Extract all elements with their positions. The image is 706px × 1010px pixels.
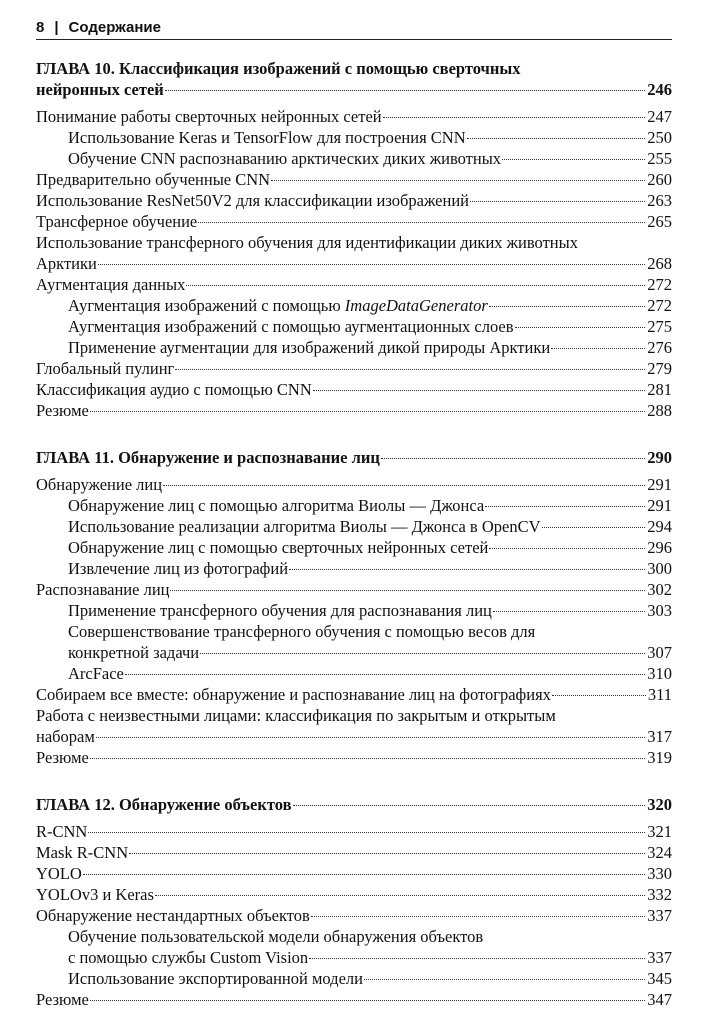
page-ref: 302 <box>647 580 672 599</box>
dot-leader <box>470 201 645 202</box>
page-ref: 279 <box>647 359 672 378</box>
page-ref: 276 <box>647 338 672 357</box>
chapter-12 <box>36 794 672 815</box>
toc-entry[interactable] <box>36 642 672 663</box>
page-ref: 265 <box>647 212 672 231</box>
entry-title: Извлечение лиц из фотографий <box>68 559 289 578</box>
toc-entry-line1[interactable]: Работа с неизвестными лицами: классификация по закрытым и открытым <box>36 706 556 725</box>
page-ref: 310 <box>647 664 672 683</box>
toc-entry[interactable] <box>36 558 672 579</box>
toc-entry[interactable] <box>36 274 672 295</box>
toc-entry[interactable] <box>36 337 672 358</box>
toc-entry[interactable] <box>36 400 672 421</box>
entry-title: Использование Keras и TensorFlow для построения CNN <box>68 128 466 147</box>
entry-title-italic: ImageDataGenerator <box>344 296 488 315</box>
dot-leader <box>163 485 645 486</box>
page-ref: 332 <box>647 885 672 904</box>
entry-title: Обнаружение лиц с помощью алгоритма Виолы — Джонса <box>68 496 485 515</box>
page-ref: 260 <box>647 170 672 189</box>
dot-leader <box>155 895 645 896</box>
page-ref: 337 <box>647 948 672 967</box>
entry-title: Аугментация изображений с помощью аугментационных слоев <box>68 317 514 336</box>
chapter-heading-line: ГЛАВА 11. Обнаружение и распознавание лиц <box>36 448 380 467</box>
entry-title: Резюме <box>36 990 89 1009</box>
entry-title: YOLOv3 и Keras <box>36 885 154 904</box>
entry-title: ArcFace <box>68 664 124 683</box>
toc-entry[interactable] <box>36 474 672 495</box>
chapter-12-entries <box>36 821 672 1010</box>
dot-leader <box>129 853 645 854</box>
toc-entry-line1[interactable]: Совершенствование трансферного обучения с помощью весов для <box>68 622 536 641</box>
dot-leader <box>552 695 646 696</box>
dot-leader <box>502 159 645 160</box>
chapter-10-entries <box>36 106 672 421</box>
toc-entry[interactable] <box>36 358 672 379</box>
running-header <box>36 18 672 40</box>
dot-leader <box>489 306 645 307</box>
page-ref: 347 <box>647 990 672 1009</box>
toc-entry[interactable] <box>36 821 672 842</box>
page-ref: 337 <box>647 906 672 925</box>
toc-entry[interactable] <box>36 968 672 989</box>
page-ref: 263 <box>647 191 672 210</box>
chapter-heading-entry[interactable] <box>36 794 672 815</box>
dot-leader <box>485 506 645 507</box>
dot-leader <box>515 327 646 328</box>
page-ref: 291 <box>647 496 672 515</box>
toc-entry[interactable] <box>36 747 672 768</box>
dot-leader <box>381 458 645 459</box>
entry-title: Аугментация данных <box>36 275 186 294</box>
dot-leader <box>90 411 645 412</box>
entry-title: Применение аугментации для изображений дикой природы Арктики <box>68 338 551 357</box>
entry-title: Использование экспортированной модели <box>68 969 363 988</box>
entry-title: Использование ResNet50V2 для классификации изображений <box>36 191 469 210</box>
chapter-heading-line: нейронных сетей <box>36 80 164 99</box>
toc-entry[interactable] <box>36 127 672 148</box>
page-ref: 320 <box>647 795 672 814</box>
dot-leader <box>551 348 645 349</box>
chapter-heading-line[interactable]: ГЛАВА 10. Классификация изображений с помощью сверточных <box>36 59 521 78</box>
page-ref: 291 <box>647 475 672 494</box>
dot-leader <box>542 527 646 528</box>
entry-title: Применение трансферного обучения для распознавания лиц <box>68 601 492 620</box>
toc-entry[interactable] <box>36 495 672 516</box>
dot-leader <box>313 390 646 391</box>
dot-leader <box>170 590 645 591</box>
toc-entry[interactable] <box>36 947 672 968</box>
dot-leader <box>165 90 645 91</box>
header-title: Содержание <box>68 19 161 36</box>
entry-title: Глобальный пулинг <box>36 359 175 378</box>
toc-entry[interactable] <box>36 295 672 316</box>
chapter-heading-line: ГЛАВА 12. Обнаружение объектов <box>36 795 292 814</box>
page-ref: 321 <box>647 822 672 841</box>
entry-title: Обучение CNN распознаванию арктических диких животных <box>68 149 502 168</box>
chapter-heading-entry[interactable] <box>36 79 672 100</box>
table-of-contents <box>36 52 672 1010</box>
toc-entry-line1[interactable]: Использование трансферного обучения для идентификации диких животных <box>36 233 578 252</box>
toc-entry[interactable] <box>36 253 672 274</box>
page-ref: 311 <box>647 685 672 704</box>
chapter-11 <box>36 447 672 468</box>
dot-leader <box>88 832 645 833</box>
entry-title: с помощью службы Custom Vision <box>68 948 309 967</box>
toc-entry[interactable] <box>36 537 672 558</box>
dot-leader <box>311 916 645 917</box>
page-ref: 272 <box>647 275 672 294</box>
toc-entry[interactable] <box>36 600 672 621</box>
toc-entry[interactable] <box>36 905 672 926</box>
dot-leader <box>90 758 645 759</box>
entry-title: Предварительно обученные CNN <box>36 170 271 189</box>
dot-leader <box>125 674 645 675</box>
entry-title: Использование реализации алгоритма Виолы — Джонса в OpenCV <box>68 517 541 536</box>
toc-entry[interactable] <box>36 842 672 863</box>
entry-title: Резюме <box>36 748 89 767</box>
dot-leader <box>96 737 645 738</box>
page-ref: 288 <box>647 401 672 420</box>
toc-entry[interactable] <box>36 148 672 169</box>
page-ref: 294 <box>647 517 672 536</box>
dot-leader <box>175 369 645 370</box>
dot-leader <box>467 138 646 139</box>
chapter-11-entries <box>36 474 672 768</box>
entry-title: Mask R-CNN <box>36 843 129 862</box>
entry-title <box>68 295 488 316</box>
entry-title: Резюме <box>36 401 89 420</box>
entry-title: Распознавание лиц <box>36 580 170 599</box>
dot-leader <box>83 874 645 875</box>
toc-entry[interactable] <box>36 211 672 232</box>
toc-entry[interactable] <box>36 516 672 537</box>
dot-leader <box>309 958 645 959</box>
toc-entry[interactable] <box>36 863 672 884</box>
entry-title: YOLO <box>36 864 82 883</box>
entry-title: Классификация аудио с помощью CNN <box>36 380 312 399</box>
dot-leader <box>98 264 645 265</box>
toc-entry[interactable] <box>36 190 672 211</box>
entry-title: Трансферное обучение <box>36 212 198 231</box>
page-ref: 303 <box>647 601 672 620</box>
page-ref: 255 <box>647 149 672 168</box>
entry-title: Обнаружение лиц с помощью сверточных нейронных сетей <box>68 538 489 557</box>
page-ref: 275 <box>647 317 672 336</box>
toc-entry[interactable] <box>36 169 672 190</box>
chapter-10 <box>36 58 672 100</box>
entry-title: наборам <box>36 727 95 746</box>
entry-title: R-CNN <box>36 822 88 841</box>
toc-entry[interactable] <box>36 379 672 400</box>
entry-title: Собираем все вместе: обнаружение и распознавание лиц на фотографиях <box>36 685 551 704</box>
dot-leader <box>198 222 645 223</box>
page-ref: 290 <box>647 448 672 467</box>
page-ref: 345 <box>647 969 672 988</box>
page-ref: 250 <box>647 128 672 147</box>
page-ref: 324 <box>647 843 672 862</box>
toc-entry[interactable] <box>36 316 672 337</box>
toc-entry[interactable] <box>36 726 672 747</box>
page-ref: 247 <box>647 107 672 126</box>
dot-leader <box>383 117 646 118</box>
dot-leader <box>289 569 645 570</box>
toc-entry-line1[interactable]: Обучение пользовательской модели обнаружения объектов <box>68 927 484 946</box>
entry-title: Арктики <box>36 254 97 273</box>
page-ref: 296 <box>647 538 672 557</box>
page-ref: 246 <box>647 80 672 99</box>
page-ref: 268 <box>647 254 672 273</box>
dot-leader <box>293 805 646 806</box>
dot-leader <box>489 548 645 549</box>
dot-leader <box>271 180 645 181</box>
dot-leader <box>493 611 645 612</box>
entry-title-prefix: Аугментация изображений с помощью <box>68 296 345 315</box>
entry-title: Понимание работы сверточных нейронных сетей <box>36 107 382 126</box>
entry-title: Обнаружение лиц <box>36 475 163 494</box>
page-ref: 281 <box>647 380 672 399</box>
dot-leader <box>200 653 645 654</box>
toc-entry[interactable] <box>36 106 672 127</box>
dot-leader <box>186 285 645 286</box>
toc-entry[interactable] <box>36 663 672 684</box>
page-ref: 330 <box>647 864 672 883</box>
chapter-heading-entry[interactable] <box>36 447 672 468</box>
toc-entry[interactable] <box>36 884 672 905</box>
entry-title: Обнаружение нестандартных объектов <box>36 906 310 925</box>
page-ref: 272 <box>647 296 672 315</box>
page-number: 8 <box>36 19 45 36</box>
dot-leader <box>364 979 645 980</box>
page-ref: 319 <box>647 748 672 767</box>
toc-entry[interactable] <box>36 579 672 600</box>
page-ref: 300 <box>647 559 672 578</box>
toc-entry[interactable] <box>36 684 672 705</box>
header-separator: | <box>54 19 59 36</box>
page-ref: 317 <box>647 727 672 746</box>
dot-leader <box>90 1000 645 1001</box>
page-ref: 307 <box>647 643 672 662</box>
entry-title: конкретной задачи <box>68 643 200 662</box>
